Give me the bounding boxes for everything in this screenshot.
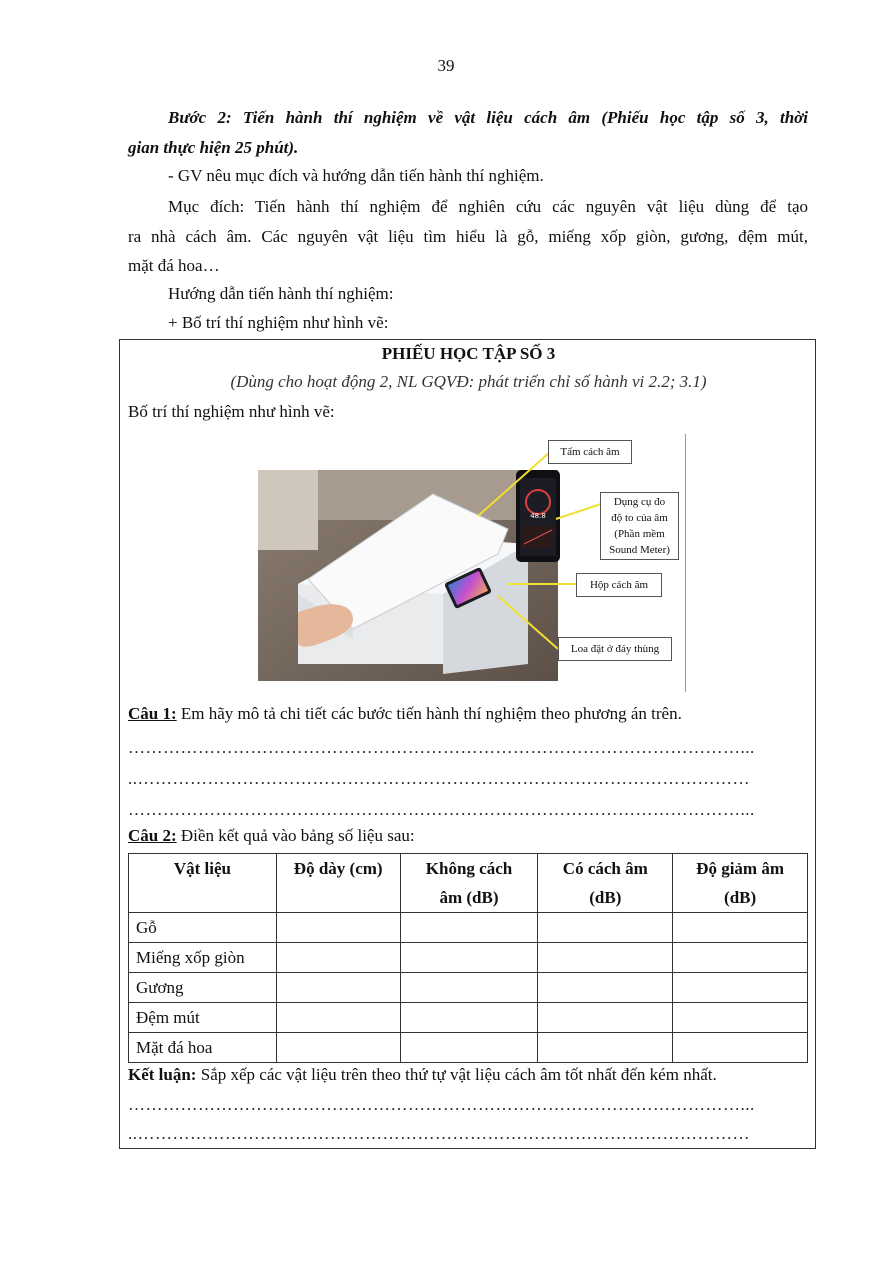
worksheet-title: PHIẾU HỌC TẬP SỐ 3: [381, 344, 556, 363]
input-cell[interactable]: [673, 973, 808, 1003]
table-header-row: [129, 854, 808, 913]
input-cell[interactable]: [276, 1003, 400, 1033]
worksheet-subtitle: (Dùng cho hoạt động 2, NL GQVĐ: phát triển chỉ số hành vi 2.2; 3.1): [230, 372, 707, 391]
answer-line-1[interactable]: ……………………………………………………………………………………………...: [128, 738, 755, 757]
step-heading-line-2: gian thực hiện 25 phút).: [128, 138, 299, 157]
input-cell[interactable]: [673, 943, 808, 973]
callout-insulation-box: Hộp cách âm: [576, 573, 662, 597]
input-cell[interactable]: [400, 913, 538, 943]
answer-line-2[interactable]: ..……………………………………………………………………………………………: [128, 769, 750, 788]
purpose-line-1: Mục đích: Tiến hành thí nghiệm để nghiên cứu các nguyên vật liệu dùng để tạo: [168, 197, 808, 216]
header-thickness: Độ dày (cm): [276, 854, 400, 913]
question-1-label: Câu 1:: [128, 704, 177, 723]
table-row: [129, 973, 808, 1003]
worksheet-setup-text: Bố trí thí nghiệm như hình vẽ:: [128, 402, 335, 421]
answer-line-5[interactable]: ..……………………………………………………………………………………………: [128, 1124, 750, 1143]
conclusion-label: Kết luận:: [128, 1065, 197, 1084]
page-number: 39: [437, 56, 455, 75]
material-cell: Mặt đá hoa: [129, 1033, 277, 1063]
input-cell[interactable]: [400, 1003, 538, 1033]
header-reduction: Độ giảm âm (dB): [673, 854, 808, 913]
conclusion: [128, 1065, 717, 1085]
purpose-line-3: mặt đá hoa…: [128, 256, 220, 275]
input-cell[interactable]: [400, 973, 538, 1003]
input-cell[interactable]: [538, 943, 673, 973]
material-cell: Đệm mút: [129, 1003, 277, 1033]
question-2: [128, 826, 415, 846]
answer-line-3[interactable]: ……………………………………………………………………………………………...: [128, 800, 755, 819]
table-row: [129, 943, 808, 973]
purpose-line-2: ra nhà cách âm. Các nguyên vật liệu tìm hiểu là gỗ, miếng xốp giòn, gương, đệm mút,: [128, 227, 808, 246]
input-cell[interactable]: [673, 1033, 808, 1063]
table-row: [129, 1003, 808, 1033]
table-row: [129, 1033, 808, 1063]
input-cell[interactable]: [276, 943, 400, 973]
input-cell[interactable]: [276, 913, 400, 943]
gv-line: - GV nêu mục đích và hướng dẫn tiến hành thí nghiệm.: [168, 166, 544, 185]
input-cell[interactable]: [400, 1033, 538, 1063]
material-cell: Gương: [129, 973, 277, 1003]
worksheet: [119, 339, 816, 1149]
answer-line-4[interactable]: ……………………………………………………………………………………………...: [128, 1095, 755, 1114]
setup-line: + Bố trí thí nghiệm như hình vẽ:: [168, 313, 389, 332]
input-cell[interactable]: [538, 973, 673, 1003]
callout-speaker: Loa đặt ở đáy thùng: [558, 637, 672, 661]
question-2-text: Điền kết quả vào bảng số liệu sau:: [176, 826, 415, 845]
question-1-text: Em hãy mô tả chi tiết các bước tiến hành thí nghiệm theo phương án trên.: [176, 704, 682, 723]
header-material: Vật liệu: [129, 854, 277, 913]
meter-reading: 48.8: [530, 512, 546, 520]
step-heading-line-1: Bước 2: Tiến hành thí nghiệm về vật liệu cách âm (Phiếu học tập số 3, thời: [168, 108, 808, 127]
input-cell[interactable]: [538, 913, 673, 943]
question-2-label: Câu 2:: [128, 826, 177, 845]
input-cell[interactable]: [400, 943, 538, 973]
guide-line: Hướng dẫn tiến hành thí nghiệm:: [168, 284, 394, 303]
material-cell: Gỗ: [129, 913, 277, 943]
input-cell[interactable]: [538, 1003, 673, 1033]
table-row: [129, 913, 808, 943]
material-cell: Miếng xốp giòn: [129, 943, 277, 973]
callout-insulation-panel: Tấm cách âm: [548, 440, 632, 464]
header-with-insulation: Có cách âm (dB): [538, 854, 673, 913]
conclusion-text: Sắp xếp các vật liệu trên theo thứ tự vật liệu cách âm tốt nhất đến kém nhất.: [196, 1065, 717, 1084]
input-cell[interactable]: [276, 1033, 400, 1063]
input-cell[interactable]: [538, 1033, 673, 1063]
input-cell[interactable]: [276, 973, 400, 1003]
header-no-insulation: Không cách âm (dB): [400, 854, 538, 913]
input-cell[interactable]: [673, 1003, 808, 1033]
input-cell[interactable]: [673, 913, 808, 943]
experiment-figure: [258, 434, 686, 692]
results-table: [128, 853, 808, 1063]
question-1: [128, 704, 682, 724]
callout-sound-meter: Dụng cụ đo độ to của âm (Phần mềm Sound Meter): [600, 492, 679, 560]
